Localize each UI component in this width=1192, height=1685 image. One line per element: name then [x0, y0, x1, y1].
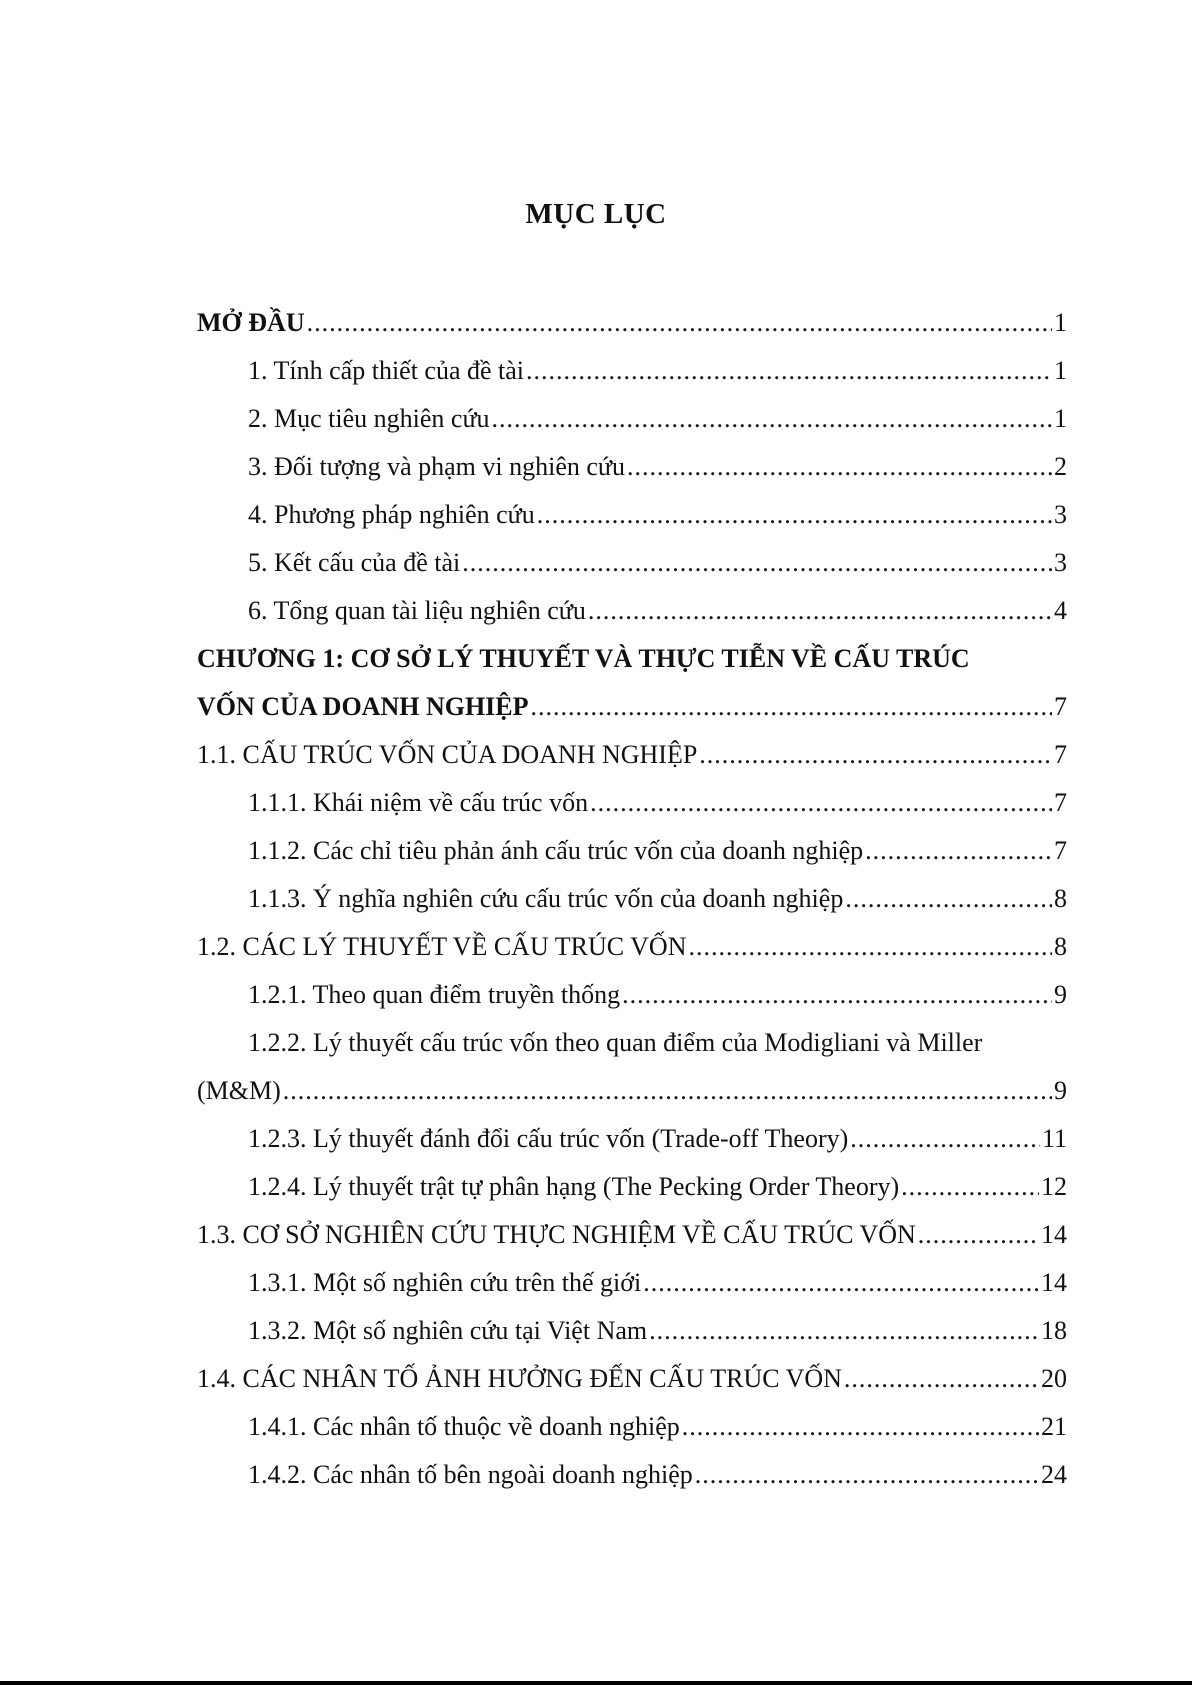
- toc-entry-label: 1.1. CẤU TRÚC VỐN CỦA DOANH NGHIỆP: [197, 740, 698, 769]
- page-bottom-border: [0, 1681, 1192, 1685]
- toc-dot-leader: [590, 779, 1052, 827]
- toc-entry[interactable]: [197, 1163, 1067, 1211]
- toc-dot-leader: [537, 491, 1052, 539]
- toc-entry-page-number: 3: [1054, 500, 1067, 529]
- toc-entry[interactable]: [197, 395, 1067, 443]
- toc-entry-label: (M&M): [197, 1076, 281, 1105]
- toc-entry-page-number: 12: [1041, 1172, 1067, 1201]
- toc-dot-leader: [688, 923, 1052, 971]
- toc-entry[interactable]: [197, 299, 1067, 347]
- toc-entry[interactable]: [197, 587, 1067, 635]
- toc-dot-leader: [531, 683, 1052, 731]
- toc-dot-leader: [918, 1211, 1039, 1259]
- toc-entry-label: 1.4.1. Các nhân tố thuộc về doanh nghiệp: [248, 1412, 680, 1441]
- toc-entry-label: MỞ ĐẦU: [197, 308, 305, 337]
- toc-dot-leader: [283, 1067, 1052, 1115]
- toc-dot-leader: [622, 971, 1052, 1019]
- toc-entry-label: 1.4.2. Các nhân tố bên ngoài doanh nghiệp: [248, 1460, 693, 1489]
- table-of-contents: [197, 299, 1067, 1499]
- toc-entry[interactable]: [197, 923, 1067, 971]
- toc-entry-page-number: 20: [1041, 1364, 1067, 1393]
- toc-entry-page-number: 14: [1041, 1268, 1067, 1297]
- toc-entry-label: 1.3.1. Một số nghiên cứu trên thế giới: [248, 1268, 642, 1297]
- toc-entry[interactable]: [197, 347, 1067, 395]
- toc-entry[interactable]: [197, 1259, 1067, 1307]
- toc-entry-page-number: 1: [1054, 356, 1067, 385]
- toc-entry-label: 1. Tính cấp thiết của đề tài: [248, 356, 525, 385]
- toc-entry[interactable]: [197, 1403, 1067, 1451]
- toc-entry[interactable]: [197, 1019, 1067, 1067]
- toc-entry-label: 4. Phương pháp nghiên cứu: [248, 500, 535, 529]
- toc-dot-leader: [649, 1307, 1039, 1355]
- toc-entry[interactable]: [197, 1451, 1067, 1499]
- toc-dot-leader: [492, 395, 1052, 443]
- toc-entry-label: 5. Kết cấu của đề tài: [248, 548, 461, 577]
- toc-entry-label: 3. Đối tượng và phạm vi nghiên cứu: [248, 452, 625, 481]
- toc-entry-page-number: 7: [1054, 836, 1067, 865]
- toc-dot-leader: [627, 443, 1052, 491]
- toc-entry-page-number: 8: [1054, 884, 1067, 913]
- toc-dot-leader: [865, 827, 1052, 875]
- toc-entry[interactable]: [197, 779, 1067, 827]
- toc-entry-label: 1.2. CÁC LÝ THUYẾT VỀ CẤU TRÚC VỐN: [197, 932, 687, 961]
- toc-entry-page-number: 9: [1054, 980, 1067, 1009]
- toc-entry-label: 6. Tổng quan tài liệu nghiên cứu: [248, 596, 586, 625]
- toc-entry-label: VỐN CỦA DOANH NGHIỆP: [197, 692, 529, 721]
- toc-entry-label: 1.2.4. Lý thuyết trật tự phân hạng (The Pecking Order Theory): [248, 1172, 900, 1201]
- toc-entry-page-number: 18: [1041, 1316, 1067, 1345]
- toc-entry-label: 1.1.2. Các chỉ tiêu phản ánh cấu trúc vốn của doanh nghiệp: [248, 836, 864, 865]
- toc-entry[interactable]: [197, 1307, 1067, 1355]
- page-title: MỤC LỤC: [525, 198, 667, 230]
- toc-dot-leader: [845, 875, 1052, 923]
- toc-entry-label: 1.3.2. Một số nghiên cứu tại Việt Nam: [248, 1316, 648, 1345]
- toc-entry[interactable]: [197, 491, 1067, 539]
- toc-entry[interactable]: [197, 731, 1067, 779]
- toc-entry-page-number: 3: [1054, 548, 1067, 577]
- toc-dot-leader: [588, 587, 1052, 635]
- toc-entry-label: 1.1.3. Ý nghĩa nghiên cứu cấu trúc vốn của doanh nghiệp: [248, 884, 844, 913]
- toc-entry[interactable]: [197, 1067, 1067, 1115]
- toc-dot-leader: [526, 347, 1052, 395]
- toc-entry-page-number: 4: [1054, 596, 1067, 625]
- toc-dot-leader: [844, 1355, 1039, 1403]
- toc-entry-label: 1.1.1. Khái niệm về cấu trúc vốn: [248, 788, 589, 817]
- toc-entry-label: 2. Mục tiêu nghiên cứu: [248, 404, 490, 433]
- toc-entry-page-number: 7: [1054, 692, 1067, 721]
- toc-entry-label: 1.4. CÁC NHÂN TỐ ẢNH HƯỞNG ĐẾN CẤU TRÚC VỐN: [197, 1364, 842, 1393]
- toc-entry-page-number: 9: [1054, 1076, 1067, 1105]
- toc-dot-leader: [850, 1115, 1040, 1163]
- toc-entry-label: 1.2.1. Theo quan điểm truyền thống: [248, 980, 621, 1009]
- toc-entry-page-number: 8: [1054, 932, 1067, 961]
- toc-entry-page-number: 11: [1041, 1124, 1067, 1153]
- toc-entry-page-number: 21: [1041, 1412, 1067, 1441]
- toc-entry-page-number: 1: [1054, 308, 1067, 337]
- toc-dot-leader: [699, 731, 1052, 779]
- toc-entry[interactable]: [197, 635, 1067, 683]
- toc-dot-leader: [695, 1451, 1039, 1499]
- toc-dot-leader: [901, 1163, 1039, 1211]
- toc-entry-page-number: 24: [1041, 1460, 1067, 1489]
- toc-entry-page-number: 1: [1054, 404, 1067, 433]
- toc-entry-label: CHƯƠNG 1: CƠ SỞ LÝ THUYẾT VÀ THỰC TIỄN VỀ CẤU TRÚC: [197, 644, 970, 673]
- toc-entry[interactable]: [197, 1355, 1067, 1403]
- toc-entry[interactable]: [197, 443, 1067, 491]
- toc-dot-leader: [682, 1403, 1039, 1451]
- toc-entry-page-number: 7: [1054, 740, 1067, 769]
- toc-entry[interactable]: [197, 971, 1067, 1019]
- toc-entry[interactable]: [197, 683, 1067, 731]
- toc-entry[interactable]: [197, 1211, 1067, 1259]
- toc-entry[interactable]: [197, 875, 1067, 923]
- toc-entry[interactable]: [197, 827, 1067, 875]
- toc-entry[interactable]: [197, 539, 1067, 587]
- toc-entry-label: 1.2.2. Lý thuyết cấu trúc vốn theo quan điểm của Modigliani và Miller: [248, 1028, 983, 1057]
- toc-entry-page-number: 7: [1054, 788, 1067, 817]
- toc-entry-label: 1.2.3. Lý thuyết đánh đổi cấu trúc vốn (Trade-off Theory): [248, 1124, 849, 1153]
- toc-entry-label: 1.3. CƠ SỞ NGHIÊN CỨU THỰC NGHIỆM VỀ CẤU TRÚC VỐN: [197, 1220, 916, 1249]
- toc-entry-page-number: 2: [1054, 452, 1067, 481]
- toc-dot-leader: [462, 539, 1052, 587]
- toc-dot-leader: [643, 1259, 1039, 1307]
- toc-dot-leader: [307, 299, 1052, 347]
- toc-entry[interactable]: [197, 1115, 1067, 1163]
- toc-entry-page-number: 14: [1041, 1220, 1067, 1249]
